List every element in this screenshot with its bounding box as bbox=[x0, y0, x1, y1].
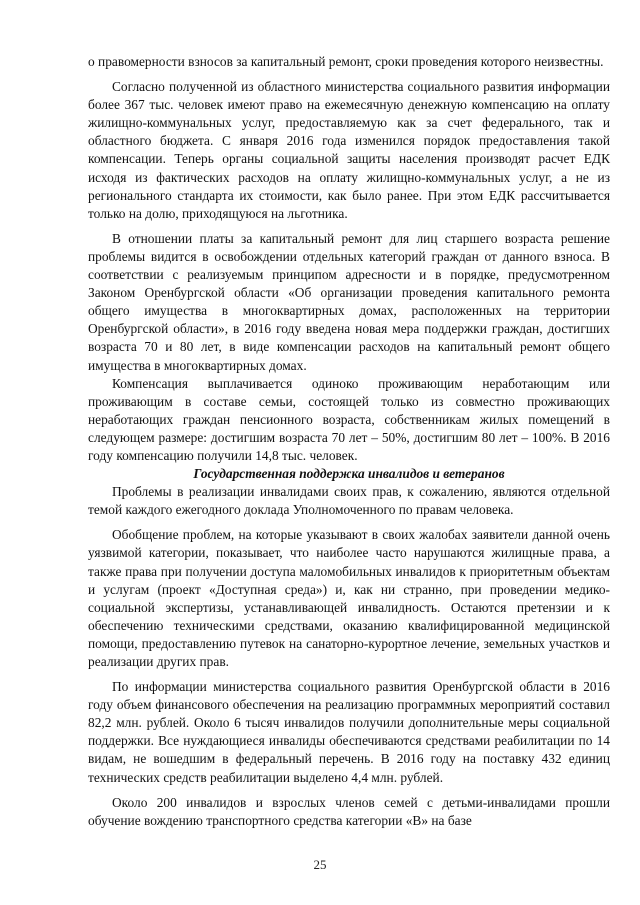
paragraph-capital-repair: В отношении платы за капитальный ремонт для лиц старшего возраста решение проблемы видится в освобождении отдельных категорий граждан от данного взноса. В соответствии с реализуемым принципом адресности и в порядке, предусмотренном Законом Оренбургской области «Об организации проведения капитального ремонта общего имущества в многоквартирных домах, расположенных на территории Оренбургской области», в 2016 году введена новая мера поддержки граждан, достигших возраста 70 и 80 лет, в виде компенсации расходов на капитальный ремонт общего имущества в многоквартирных домах. bbox=[88, 230, 610, 373]
paragraph-driving-training: Около 200 инвалидов и взрослых членов семей с детьми-инвалидами прошли обучение вождению транспортного средства категории «В» на базе bbox=[88, 794, 610, 828]
paragraph-disabled-rights: Проблемы в реализации инвалидами своих прав, к сожалению, являются отдельной темой каждого ежегодного доклада Уполномоченного по правам человека. bbox=[88, 484, 610, 518]
paragraph-complaints-summary: Обобщение проблем, на которые указывают в своих жалобах заявители данной очень уязвимой категории, показывает, что наиболее часто нарушаются жилищные права, а также права при получении доступа маломобильных инвалидов к приоритетным объектам и услугам (проект «Доступная среда») и, как ни странно, при проведении медико-социальной экспертизы, устанавливающей инвалидность. Остаются претензии и к обеспечению техническими средствами, оказанию квалифицированной медицинской помощи, предоставлению путевок на санаторно-курортное лечение, земельных участков и реализации других прав. bbox=[88, 527, 610, 669]
paragraph-ministry-info: По информации министерства социального развития Оренбургской области в 2016 году объем финансового обеспечения на реализацию программных мероприятий составил 82,2 млн. рублей. Около 6 тысяч инвалидов получили дополнительные меры социальной поддержки. Все нуждающиеся инвалиды обеспечиваются средствами реабилитации по 14 видам, не вошедшим в федеральный перечень. В 2016 году на поставку 432 единиц технических средств реабилитации выделено 4,4 млн. рублей. bbox=[88, 679, 610, 785]
body-text bbox=[88, 53, 610, 830]
paragraph-edk-compensation: Согласно полученной из областного министерства социального развития информации более 367 тыс. человек имеют право на ежемесячную денежную компенсацию на оплату жилищно-коммунальных услуг, предоставляемую как за счет федерального, так и областного бюджета. С января 2016 года изменился порядок предоставления такой компенсации. Теперь органы социальной защиты населения производят расчет ЕДК исходя из фактических расходов на оплату жилищно-коммунальных услуг, а не из регионального стандарта их стоимости, как было ранее. При этом ЕДК рассчитывается только на долю, приходящуюся на льготника. bbox=[88, 79, 610, 221]
section-heading: Государственная поддержка инвалидов и ветеранов bbox=[193, 466, 505, 482]
page-number: 25 bbox=[313, 857, 327, 872]
paragraph-compensation-size: Компенсация выплачивается одиноко проживающим неработающим или проживающим в составе семьи, состоящей только из совместно проживающих неработающих граждан пенсионного возраста, собственникам жилых помещений в следующем размере: достигшим возраста 70 лет – 50%, достигшим 80 лет – 100%. В 2016 году компенсацию получили 14,8 тыс. человек. bbox=[88, 375, 610, 463]
paragraph-continuation: о правомерности взносов за капитальный ремонт, сроки проведения которого неизвестны. bbox=[88, 54, 604, 69]
